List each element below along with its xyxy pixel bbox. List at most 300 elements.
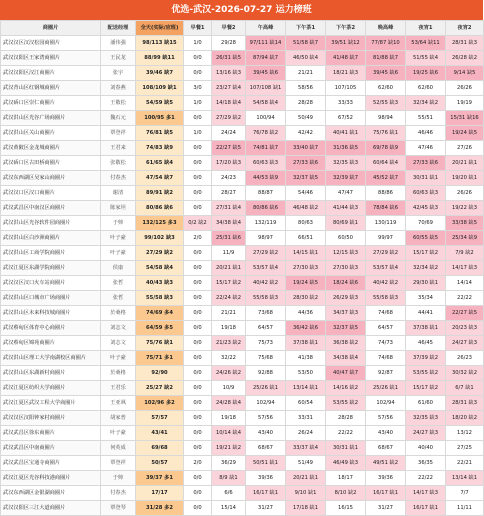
slot-cell: 87/94 缺7: [246, 51, 286, 66]
table-row[interactable]: [1, 111, 484, 126]
table-row[interactable]: [1, 231, 484, 246]
table-row[interactable]: [1, 96, 484, 111]
table-header-row: [1, 21, 484, 36]
slot-cell: 19/21 缺2: [212, 441, 246, 456]
slot-cell: 1/0: [184, 36, 212, 51]
slot-cell: 49/51 缺2: [366, 456, 406, 471]
slot-cell: 14/14: [446, 276, 484, 291]
slot-cell: 42/45 缺3: [406, 201, 446, 216]
manager-cell: 张哲: [101, 276, 136, 291]
slot-cell: 69/78 缺9: [366, 141, 406, 156]
table-row[interactable]: [1, 456, 484, 471]
slot-cell: 60/64 缺4: [366, 156, 406, 171]
slot-cell: 0/0: [184, 366, 212, 381]
column-header[interactable]: 夜宵1: [406, 21, 446, 36]
manager-cell: 潘伟强: [101, 36, 136, 51]
table-row[interactable]: [1, 351, 484, 366]
table-row[interactable]: [1, 471, 484, 486]
total-cell: 57/57: [136, 411, 184, 426]
slot-cell: 80/86 缺6: [246, 201, 286, 216]
slot-cell: 60/50: [326, 231, 366, 246]
slot-cell: 31/27: [246, 501, 286, 516]
slot-cell: 55/58 缺3: [246, 291, 286, 306]
table-row[interactable]: [1, 381, 484, 396]
slot-cell: 34/38 缺4: [212, 216, 246, 231]
slot-cell: 74/81 缺7: [246, 141, 286, 156]
slot-cell: 18/17: [326, 471, 366, 486]
slot-cell: 0/0: [184, 471, 212, 486]
slot-cell: 77/87 缺10: [366, 36, 406, 51]
slot-cell: 17/20 缺3: [212, 156, 246, 171]
total-cell: 47/54 缺7: [136, 171, 184, 186]
manager-cell: 刘春燕: [101, 81, 136, 96]
total-cell: 98/113 缺15: [136, 36, 184, 51]
slot-cell: 19/18: [212, 411, 246, 426]
total-cell: 92/90: [136, 366, 184, 381]
slot-cell: 26/28 缺2: [446, 51, 484, 66]
page-title: 优选-武汉-2026-07-27 运力榜班: [0, 0, 483, 20]
slot-cell: 3/0: [184, 81, 212, 96]
slot-cell: 6/7 缺1: [446, 381, 484, 396]
store-name-cell: 武汉洪山区理工大学南湖校区商圈片: [1, 351, 101, 366]
table-row[interactable]: [1, 396, 484, 411]
table-row[interactable]: [1, 501, 484, 516]
column-header[interactable]: 夜宵2: [446, 21, 484, 36]
slot-cell: 37/39 缺2: [406, 351, 446, 366]
slot-cell: 92/87: [366, 366, 406, 381]
store-name-cell: 武汉硚口区古田桥商圈片: [1, 156, 101, 171]
slot-cell: 14/17 缺3: [406, 486, 446, 501]
manager-cell: 侯康: [101, 261, 136, 276]
slot-cell: 27/25: [446, 441, 484, 456]
manager-cell: 於桑格: [101, 306, 136, 321]
slot-cell: 74/73: [366, 336, 406, 351]
slot-cell: 37/38 缺1: [406, 321, 446, 336]
slot-cell: 13/14 缺1: [446, 471, 484, 486]
slot-cell: 7/9 缺2: [446, 246, 484, 261]
slot-cell: 40/40: [406, 441, 446, 456]
table-body: [1, 36, 484, 516]
slot-cell: 19/22 缺3: [446, 201, 484, 216]
total-cell: 40/43 缺3: [136, 276, 184, 291]
table-row[interactable]: [1, 51, 484, 66]
slot-cell: 98/94: [366, 111, 406, 126]
column-header[interactable]: 午高峰: [246, 21, 286, 36]
slot-cell: 0/2 缺2: [184, 216, 212, 231]
slot-cell: 0/0: [184, 141, 212, 156]
manager-cell: 覃登祥: [101, 126, 136, 141]
slot-cell: 28/28: [326, 411, 366, 426]
slot-cell: 19/18: [212, 321, 246, 336]
total-cell: 50/57: [136, 456, 184, 471]
slot-cell: 30/31 缺1: [326, 441, 366, 456]
total-cell: 76/81 缺5: [136, 126, 184, 141]
slot-cell: 25/26 缺1: [246, 381, 286, 396]
slot-cell: 66/51: [286, 231, 326, 246]
slot-cell: 60/63 缺3: [406, 186, 446, 201]
total-cell: 74/83 缺9: [136, 141, 184, 156]
slot-cell: 22/24 缺2: [212, 291, 246, 306]
slot-cell: 0/0: [184, 66, 212, 81]
slot-cell: 36/42 缺6: [286, 321, 326, 336]
manager-cell: 叶子豪: [101, 426, 136, 441]
slot-cell: 62/60: [366, 81, 406, 96]
slot-cell: 24/27 缺3: [406, 426, 446, 441]
store-name-cell: 武汉江夏区东湖学院商圈片: [1, 261, 101, 276]
slot-cell: 0/0: [184, 171, 212, 186]
capacity-table: [0, 20, 484, 516]
manager-cell: 王民龙: [101, 51, 136, 66]
slot-cell: 34/37 缺3: [326, 306, 366, 321]
slot-cell: 13/16 缺3: [212, 66, 246, 81]
store-name-cell: 武汉汉阳区王家湾商圈片: [1, 51, 101, 66]
column-header[interactable]: 早餐1: [184, 21, 212, 36]
slot-cell: 34/38 缺4: [326, 351, 366, 366]
slot-cell: 18/21 缺3: [326, 66, 366, 81]
total-cell: 54/58 缺4: [136, 261, 184, 276]
slot-cell: 19/19: [446, 96, 484, 111]
store-name-cell: 武汉硚口区崇仁商圈片: [1, 96, 101, 111]
slot-cell: 24/24: [212, 126, 246, 141]
slot-cell: 27/30 缺3: [326, 261, 366, 276]
table-row[interactable]: [1, 141, 484, 156]
slot-cell: 36/35: [406, 456, 446, 471]
table-row[interactable]: [1, 66, 484, 81]
slot-cell: 88/87: [246, 186, 286, 201]
slot-cell: 21/21: [286, 66, 326, 81]
manager-cell: 付春杰: [101, 486, 136, 501]
slot-cell: 16/15: [326, 501, 366, 516]
slot-cell: 18/24 缺6: [326, 276, 366, 291]
slot-cell: 62/60: [406, 81, 446, 96]
store-name-cell: 武汉汉区汉阳钟家村商圈片: [1, 411, 101, 426]
store-name-cell: 武汉蔡甸区体育中心商圈片: [1, 321, 101, 336]
slot-cell: 24/23: [212, 171, 246, 186]
slot-cell: 19/25 缺6: [406, 66, 446, 81]
slot-cell: 22/27 缺5: [446, 306, 484, 321]
store-name-cell: 武汉武昌区徐东商圈片: [1, 426, 101, 441]
slot-cell: 8/10 缺2: [326, 486, 366, 501]
total-cell: 17/17: [136, 486, 184, 501]
slot-cell: 53/64 缺11: [406, 36, 446, 51]
total-cell: 100/95 多1: [136, 111, 184, 126]
slot-cell: 76/78 缺2: [246, 126, 286, 141]
manager-cell: 於桑格: [101, 366, 136, 381]
slot-cell: 32/35 缺3: [406, 411, 446, 426]
slot-cell: 102/94: [246, 396, 286, 411]
slot-cell: 46/49 缺3: [326, 456, 366, 471]
slot-cell: 100/94: [246, 111, 286, 126]
slot-cell: 26/24: [286, 426, 326, 441]
slot-cell: 29/30 缺1: [406, 276, 446, 291]
slot-cell: 37/38 缺1: [286, 336, 326, 351]
slot-cell: 0/0: [184, 381, 212, 396]
slot-cell: 27/33 缺6: [406, 156, 446, 171]
table-row[interactable]: [1, 486, 484, 501]
slot-cell: 53/57 缺4: [246, 261, 286, 276]
total-cell: 74/69 多4: [136, 306, 184, 321]
slot-cell: 51/55 缺4: [406, 51, 446, 66]
slot-cell: 28/31 缺3: [446, 396, 484, 411]
slot-cell: 20/21 缺1: [446, 156, 484, 171]
slot-cell: 20/21 缺1: [286, 471, 326, 486]
store-name-cell: 武汉东西湖区吴家山商圈片: [1, 171, 101, 186]
total-cell: 99/102 缺3: [136, 231, 184, 246]
manager-cell: 于帅: [101, 216, 136, 231]
table-row[interactable]: [1, 201, 484, 216]
slot-cell: 0/0: [184, 396, 212, 411]
store-name-cell: 武汉洪山区未来科技城商圈片: [1, 306, 101, 321]
slot-cell: 28/27: [212, 186, 246, 201]
slot-cell: 73/68: [246, 306, 286, 321]
slot-cell: 74/68: [366, 306, 406, 321]
slot-cell: 0/0: [184, 276, 212, 291]
slot-cell: 107/108 缺1: [246, 81, 286, 96]
store-name-cell: 武汉洪山区光谷广场商圈片: [1, 111, 101, 126]
column-header[interactable]: 早餐2: [212, 21, 246, 36]
slot-cell: 68/67: [246, 441, 286, 456]
table-row[interactable]: [1, 291, 484, 306]
manager-cell: 王亚飒: [101, 396, 136, 411]
manager-cell: 王敬松: [101, 96, 136, 111]
slot-cell: 0/0: [184, 51, 212, 66]
manager-cell: 刘志文: [101, 336, 136, 351]
slot-cell: 0/0: [184, 336, 212, 351]
slot-cell: 24/28 缺4: [212, 396, 246, 411]
store-name-cell: 武汉江夏区纺织大学商圈片: [1, 381, 101, 396]
total-cell: 75/76 缺1: [136, 336, 184, 351]
manager-cell: 于帅: [101, 471, 136, 486]
slot-cell: 51/58 缺7: [286, 36, 326, 51]
slot-cell: 54/46: [286, 186, 326, 201]
slot-cell: 53/55 缺2: [406, 366, 446, 381]
slot-cell: 32/34 缺2: [406, 96, 446, 111]
total-cell: 39/37 多1: [136, 471, 184, 486]
column-header[interactable]: 下午茶1: [286, 21, 326, 36]
slot-cell: 2/0: [184, 456, 212, 471]
slot-cell: 0/0: [184, 321, 212, 336]
manager-cell: 付春杰: [101, 171, 136, 186]
slot-cell: 9/10 缺1: [286, 486, 326, 501]
table-row[interactable]: [1, 441, 484, 456]
manager-cell: 覃登祥: [101, 456, 136, 471]
table-row[interactable]: [1, 36, 484, 51]
slot-cell: 22/22: [326, 426, 366, 441]
total-cell: 31/28 多2: [136, 501, 184, 516]
slot-cell: 40/41 缺1: [326, 126, 366, 141]
total-cell: 69/68: [136, 441, 184, 456]
column-header[interactable]: 商圈片: [1, 21, 101, 36]
slot-cell: 36/29: [212, 456, 246, 471]
slot-cell: 99/97: [366, 231, 406, 246]
slot-cell: 28/30 缺2: [286, 291, 326, 306]
total-cell: 54/59 缺5: [136, 96, 184, 111]
table-row[interactable]: [1, 426, 484, 441]
table-row[interactable]: [1, 156, 484, 171]
manager-cell: 覃登琴: [101, 501, 136, 516]
slot-cell: 64/57: [366, 321, 406, 336]
table-row[interactable]: [1, 276, 484, 291]
slot-cell: 26/23: [446, 351, 484, 366]
slot-cell: 0/0: [184, 441, 212, 456]
slot-cell: 20/23 缺3: [446, 321, 484, 336]
store-name-cell: 武汉武昌区宝通寺商圈片: [1, 456, 101, 471]
slot-cell: 36/38 缺2: [326, 336, 366, 351]
slot-cell: 14/18 缺4: [212, 96, 246, 111]
slot-cell: 14/17 缺3: [446, 261, 484, 276]
total-cell: 43/41: [136, 426, 184, 441]
slot-cell: 0/0: [184, 486, 212, 501]
store-name-cell: 武汉蔡甸区锦苑商圈片: [1, 336, 101, 351]
slot-cell: 0/0: [184, 261, 212, 276]
slot-cell: 80/63: [286, 216, 326, 231]
column-header[interactable]: 全天(实际/应班): [136, 21, 184, 36]
slot-cell: 47/46: [406, 141, 446, 156]
slot-cell: 7/7: [446, 486, 484, 501]
table-row[interactable]: [1, 366, 484, 381]
slot-cell: 11/9: [212, 246, 246, 261]
manager-cell: 叶子豪: [101, 231, 136, 246]
total-cell: 27/29 缺2: [136, 246, 184, 261]
slot-cell: 0/0: [184, 246, 212, 261]
slot-cell: 16/17 缺1: [246, 486, 286, 501]
slot-cell: 19/24 缺5: [286, 276, 326, 291]
slot-cell: 75/76 缺1: [366, 126, 406, 141]
slot-cell: 0/0: [184, 411, 212, 426]
slot-cell: 14/15 缺1: [286, 246, 326, 261]
slot-cell: 39/51 缺12: [326, 36, 366, 51]
table-row[interactable]: [1, 306, 484, 321]
slot-cell: 53/50: [286, 366, 326, 381]
slot-cell: 15/17 缺2: [212, 276, 246, 291]
column-header[interactable]: 配送经理: [101, 21, 136, 36]
slot-cell: 107/105: [326, 81, 366, 96]
slot-cell: 88/86: [366, 186, 406, 201]
total-cell: 64/59 多5: [136, 321, 184, 336]
slot-cell: 0/0: [184, 156, 212, 171]
slot-cell: 51/49: [286, 456, 326, 471]
slot-cell: 19/24 缺5: [446, 126, 484, 141]
slot-cell: 81/88 缺7: [366, 51, 406, 66]
slot-cell: 39/36: [366, 471, 406, 486]
slot-cell: 22/22: [406, 471, 446, 486]
table-row[interactable]: [1, 336, 484, 351]
slot-cell: 45/52 缺7: [366, 171, 406, 186]
slot-cell: 46/48 缺2: [286, 201, 326, 216]
total-cell: 39/46 缺7: [136, 66, 184, 81]
slot-cell: 40/42 缺2: [246, 276, 286, 291]
slot-cell: 21/21: [212, 306, 246, 321]
manager-cell: 何英成: [101, 441, 136, 456]
table-row[interactable]: [1, 216, 484, 231]
store-name-cell: 武汉汉区汉汉松园商圈片: [1, 36, 101, 51]
total-cell: 132/125 多3: [136, 216, 184, 231]
slot-cell: 60/55 缺5: [406, 231, 446, 246]
slot-cell: 67/52: [326, 111, 366, 126]
slot-cell: 44/36: [286, 306, 326, 321]
slot-cell: 15/31 缺16: [446, 111, 484, 126]
slot-cell: 50/51 缺1: [246, 456, 286, 471]
store-name-cell: 武汉江夏区光谷科技港商圈片: [1, 471, 101, 486]
manager-cell: 张哲: [101, 291, 136, 306]
store-name-cell: 武汉洪山区东湖新村商圈片: [1, 366, 101, 381]
slot-cell: 70/69: [406, 216, 446, 231]
slot-cell: 23/27 缺4: [212, 81, 246, 96]
column-header[interactable]: 晚高峰: [366, 21, 406, 36]
total-cell: 80/86 缺6: [136, 201, 184, 216]
slot-cell: 41/38: [286, 351, 326, 366]
slot-cell: 52/55 缺3: [366, 96, 406, 111]
table-row[interactable]: [1, 321, 484, 336]
slot-cell: 39/36: [246, 471, 286, 486]
slot-cell: 0/0: [184, 426, 212, 441]
store-name-cell: 武汉洪山区口城市广场商圈片: [1, 291, 101, 306]
table-row[interactable]: [1, 411, 484, 426]
table-row[interactable]: [1, 81, 484, 96]
slot-cell: 41/44 缺3: [326, 201, 366, 216]
store-name-cell: 武汉汉区汉口火车站商圈片: [1, 276, 101, 291]
slot-cell: 54/58 缺4: [246, 96, 286, 111]
store-name-cell: 武汉汉口区汉口商圈片: [1, 186, 101, 201]
slot-cell: 13/14 缺1: [286, 381, 326, 396]
manager-cell: 叶子豪: [101, 351, 136, 366]
store-name-cell: 武汉洪山区工商学院商圈片: [1, 246, 101, 261]
slot-cell: 44/41: [406, 306, 446, 321]
total-cell: 108/109 缺1: [136, 81, 184, 96]
store-name-cell: 武汉东西湖区金银湖商圈片: [1, 486, 101, 501]
slot-cell: 0/0: [184, 186, 212, 201]
table-row[interactable]: [1, 261, 484, 276]
manager-cell: 魏石元: [101, 111, 136, 126]
slot-cell: 92/88: [246, 366, 286, 381]
slot-cell: 27/31 缺4: [212, 201, 246, 216]
total-cell: 102/96 多2: [136, 396, 184, 411]
total-cell: 88/99 缺11: [136, 51, 184, 66]
slot-cell: 11/11: [446, 501, 484, 516]
table-row[interactable]: [1, 126, 484, 141]
slot-cell: 75/68: [246, 351, 286, 366]
slot-cell: 13/12: [446, 426, 484, 441]
table-row[interactable]: [1, 186, 484, 201]
slot-cell: 0/0: [184, 111, 212, 126]
slot-cell: 42/42: [286, 126, 326, 141]
slot-cell: 130/119: [366, 216, 406, 231]
slot-cell: 28/31 缺3: [446, 36, 484, 51]
slot-cell: 55/51: [406, 111, 446, 126]
slot-cell: 17/18 缺1: [286, 501, 326, 516]
table-row[interactable]: [1, 246, 484, 261]
store-name-cell: 武汉青山区红钢城商圈片: [1, 81, 101, 96]
slot-cell: 31/36 缺5: [326, 141, 366, 156]
slot-cell: 27/29 缺2: [212, 111, 246, 126]
slot-cell: 2/0: [184, 231, 212, 246]
slot-cell: 68/67: [366, 441, 406, 456]
store-name-cell: 武汉汉阳区汉江商圈片: [1, 66, 101, 81]
slot-cell: 15/14: [212, 501, 246, 516]
slot-cell: 30/32 缺2: [446, 366, 484, 381]
slot-cell: 18/20 缺2: [446, 411, 484, 426]
slot-cell: 1/0: [184, 96, 212, 111]
table-row[interactable]: [1, 171, 484, 186]
slot-cell: 33/37 缺4: [286, 441, 326, 456]
slot-cell: 8/9 缺1: [212, 471, 246, 486]
slot-cell: 75/73: [246, 336, 286, 351]
slot-cell: 27/33 缺6: [286, 156, 326, 171]
slot-cell: 20/21 缺1: [212, 261, 246, 276]
manager-cell: 胡家普: [101, 411, 136, 426]
slot-cell: 22/27 缺5: [212, 141, 246, 156]
column-header[interactable]: 下午茶2: [326, 21, 366, 36]
